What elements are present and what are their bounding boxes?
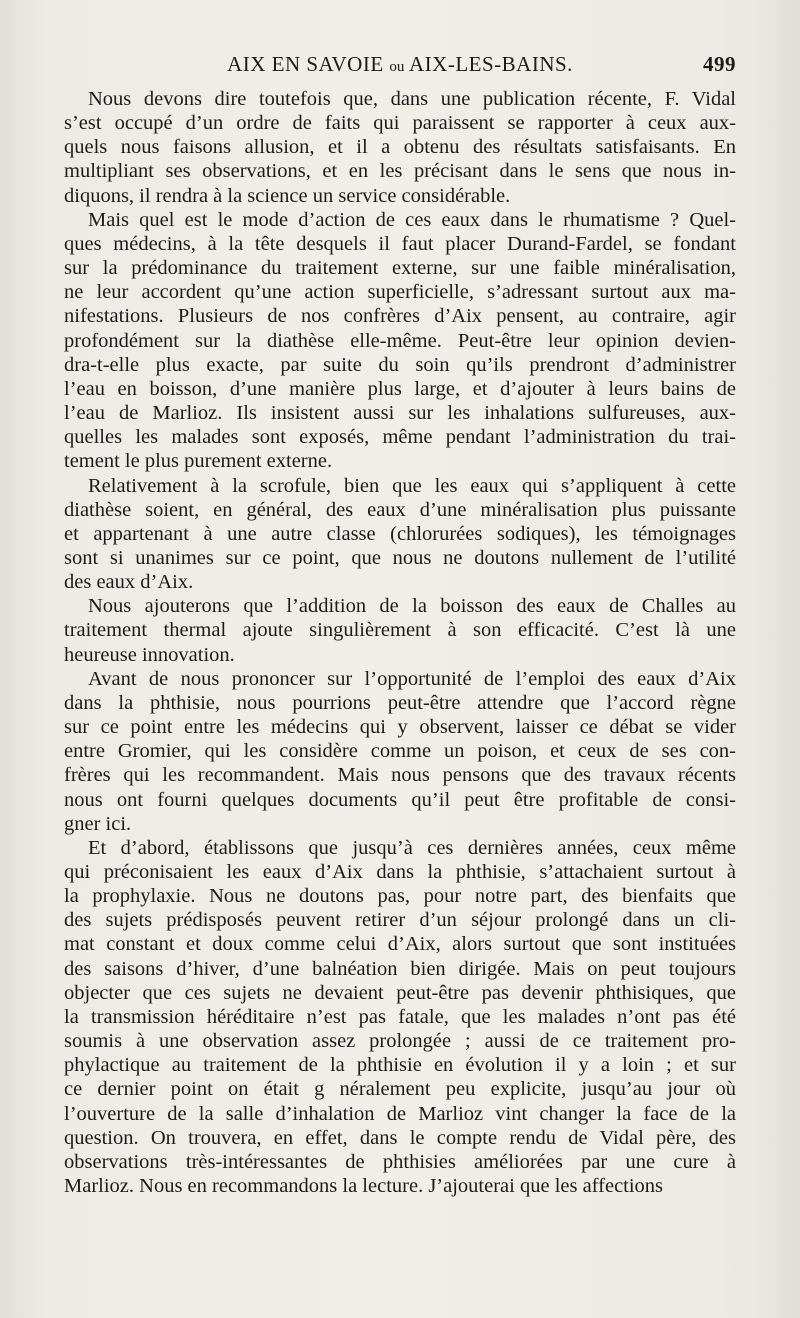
- paragraph: [64, 594, 736, 666]
- text-line: dra-t-elle plus exacte, par suite du soin qu’ils prendront d’administrer: [64, 353, 736, 376]
- paragraph: [64, 667, 736, 836]
- text-line: qui préconisaient les eaux d’Aix dans la phthisie, s’attachaient surtout à: [64, 861, 736, 883]
- paragraph: [64, 474, 736, 595]
- text-line: diathèse soient, en général, des eaux d’une minéralisation plus puissante: [64, 498, 736, 521]
- paragraph: [64, 87, 736, 208]
- text-line: traitement thermal ajoute singulièrement à son efficacité. C’est là une: [64, 619, 736, 642]
- text-line: s’est occupé d’un ordre de faits qui paraissent se rapporter à ceux aux-: [64, 112, 736, 135]
- text-line: multipliant ses observations, et en les précisant dans le sens que nous in-: [64, 160, 736, 183]
- text-line: ce dernier point on était g néralement peu explicite, jusqu’au jour où: [64, 1078, 736, 1101]
- text-line: dans la phthisie, nous pourrions peut-être attendre que l’accord règne: [64, 691, 736, 714]
- text-line: la prophylaxie. Nous ne doutons pas, pour notre part, des bienfaits que: [64, 885, 736, 908]
- text-line: l’eau de Marlioz. Ils insistent aussi sur les inhalations sulfureuses, aux-: [64, 402, 736, 425]
- text-line: observations très-intéressantes de phthisies améliorées par une cure à: [64, 1150, 736, 1173]
- text-line: profondément sur la diathèse elle-même. Peut-être leur opinion devien-: [64, 329, 736, 352]
- text-line: objecter que ces sujets ne devaient peut-être pas devenir phthisiques, que: [64, 981, 736, 1004]
- page-header: [64, 52, 736, 86]
- text-line: et appartenant à une autre classe (chlorurées sodiques), les témoignages: [64, 522, 736, 545]
- text-line: sur ce point entre les médecins qui y observent, laisser ce débat se vider: [64, 716, 736, 739]
- text-line: mat constant et doux comme celui d’Aix, alors surtout que sont instituées: [64, 933, 736, 956]
- text-line: gner ici.: [64, 812, 132, 835]
- text-line: tement le plus purement externe.: [64, 450, 333, 473]
- text-line: ques médecins, à la tête desquels il faut placer Durand-Fardel, se fondant: [64, 232, 736, 255]
- text-line: sur la prédominance du traitement externe, sur une faible minéralisation,: [64, 257, 736, 280]
- body-text: [64, 87, 736, 1198]
- text-line: des eaux d’Aix.: [64, 571, 194, 594]
- running-title-left: AIX EN SAVOIE: [227, 52, 384, 76]
- text-line: ne leur accordent qu’une action superficielle, s’adressant surtout aux ma-: [64, 281, 736, 304]
- running-title-conjunction: ou: [389, 59, 405, 75]
- text-line: phylactique au traitement de la phthisie en évolution il y a loin ; et sur: [64, 1054, 736, 1077]
- text-line: la transmission héréditaire n’est pas fatale, que les malades n’ont pas été: [64, 1005, 736, 1028]
- text-line: nifestations. Plusieurs de nos confrères d’Aix pensent, au contraire, agir: [64, 305, 736, 328]
- text-line: quels nous faisons allusion, et il a obtenu des résultats satisfaisants. En: [64, 136, 736, 159]
- text-line: soumis à une observation assez prolongée ; aussi de ce traitement pro-: [64, 1030, 736, 1053]
- text-line: heureuse innovation.: [64, 643, 235, 666]
- text-line: l’ouverture de la salle d’inhalation de Marlioz vint changer la face de la: [64, 1102, 736, 1125]
- running-title: [64, 52, 736, 77]
- paragraph: [64, 836, 736, 1198]
- text-line: Avant de nous prononcer sur l’opportunité de l’emploi des eaux d’Aix: [88, 667, 736, 690]
- text-line: question. On trouvera, en effet, dans le compte rendu de Vidal père, des: [64, 1126, 736, 1149]
- text-line: Relativement à la scrofule, bien que les eaux qui s’appliquent à cette: [88, 474, 736, 497]
- text-line: diquons, il rendra à la science un service considérable.: [64, 184, 511, 207]
- running-title-right: AIX-LES-BAINS.: [409, 52, 573, 76]
- text-line: des saisons d’hiver, d’une balnéation bien dirigée. Mais on peut toujours: [64, 957, 736, 980]
- text-line: Marlioz. Nous en recommandons la lecture. J’ajouterai que les affections: [64, 1175, 664, 1198]
- text-line: quelles les malades sont exposés, même pendant l’administration du trai-: [64, 426, 736, 449]
- text-line: nous ont fourni quelques documents qu’il peut être profitable de consi-: [64, 788, 736, 811]
- text-line: sont si unanimes sur ce point, que nous ne doutons nullement de l’utilité: [64, 546, 736, 569]
- text-line: Et d’abord, établissons que jusqu’à ces dernières années, ceux même: [88, 836, 736, 859]
- text-line: l’eau en boisson, d’une manière plus large, et d’ajouter à leurs bains de: [64, 377, 736, 400]
- paragraph: [64, 208, 736, 474]
- text-line: Mais quel est le mode d’action de ces eaux dans le rhumatisme ? Quel-: [88, 208, 736, 231]
- text-line: des sujets prédisposés peuvent retirer d’un séjour prolongé dans un cli-: [64, 909, 736, 932]
- page-number: 499: [703, 52, 736, 76]
- text-line: frères qui les recommandent. Mais nous pensons que des travaux récents: [64, 764, 736, 787]
- text-line: entre Gromier, qui les considère comme un poison, et ceux de ses con-: [64, 740, 736, 763]
- text-line: Nous devons dire toutefois que, dans une publication récente, F. Vidal: [88, 88, 736, 110]
- text-line: Nous ajouterons que l’addition de la boisson des eaux de Challes au: [88, 595, 736, 618]
